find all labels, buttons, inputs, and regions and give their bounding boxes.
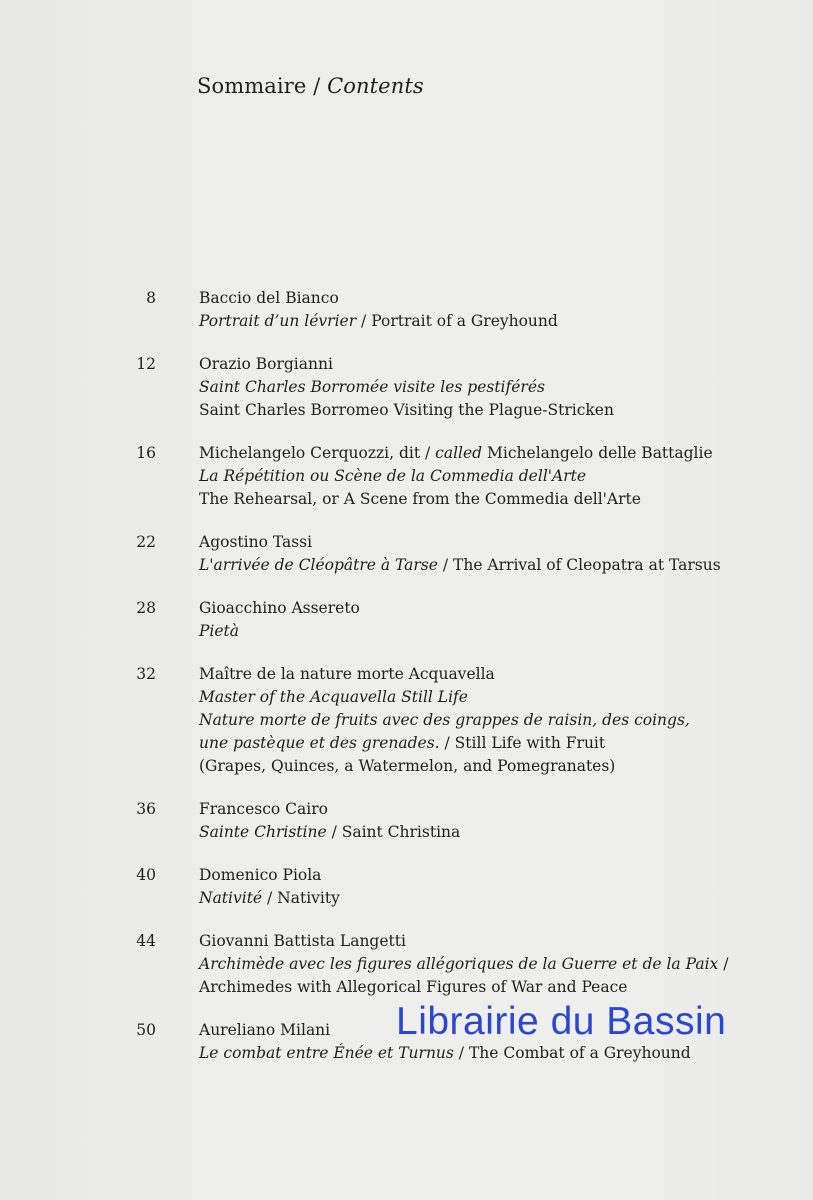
artwork-title-line	[199, 686, 813, 709]
watermark: Librairie du Bassin	[396, 1000, 727, 1043]
artist-name-part: Michelangelo Cerquozzi, dit /	[199, 444, 436, 462]
contents-entry	[0, 442, 813, 511]
title-segment-italic: La Répétition ou Scène de la Commedia dell'Arte	[199, 467, 587, 485]
entry-text	[199, 597, 813, 643]
entry-text	[199, 798, 813, 844]
artist-name: Giovanni Battista Langetti	[199, 932, 406, 950]
artist-name: Maître de la nature morte Acquavella	[199, 665, 495, 683]
title-segment-italic: Nativité	[199, 889, 263, 907]
title-segment-italic: Nature morte de fruits avec des grappes de raisin, des coings,	[199, 711, 690, 729]
title-segment-italic: L'arrivée de Cléopâtre à Tarse	[199, 556, 438, 574]
entry-text	[199, 663, 813, 778]
title-segment-italic: Archimède avec les figures allégoriques de la Guerre et de la Paix	[199, 955, 719, 973]
artist-name: Francesco Cairo	[199, 800, 328, 818]
artwork-title-line	[199, 488, 813, 511]
page-number: 22	[136, 533, 156, 551]
page-title	[197, 74, 424, 98]
entry-text	[199, 353, 813, 422]
artist-name: Baccio del Bianco	[199, 289, 339, 307]
title-segment: Saint Charles Borromeo Visiting the Plague-Stricken	[199, 401, 614, 419]
title-english: Contents	[327, 74, 424, 98]
title-segment-italic: Le combat entre Énée et Turnus	[199, 1044, 454, 1062]
page-number: 16	[136, 444, 156, 462]
artwork-title-line	[199, 732, 813, 755]
entry-text	[199, 442, 813, 511]
contents-entry	[0, 531, 813, 577]
title-segment: (Grapes, Quinces, a Watermelon, and Pomegranates)	[199, 757, 616, 775]
artist-name-part: called	[435, 444, 483, 462]
artwork-title-line	[199, 376, 813, 399]
contents-entry	[0, 353, 813, 422]
contents-entry	[0, 663, 813, 778]
page-number: 44	[136, 932, 156, 950]
contents-entry	[0, 864, 813, 910]
artist-name: Gioacchino Assereto	[199, 599, 360, 617]
title-segment: / The Combat of a Greyhound	[453, 1044, 691, 1062]
title-separator: /	[313, 74, 321, 98]
entry-text	[199, 287, 813, 333]
artist-name: Domenico Piola	[199, 866, 322, 884]
title-segment: / The Arrival of Cleopatra at Tarsus	[437, 556, 721, 574]
page-number: 50	[136, 1021, 156, 1039]
artwork-title-line	[199, 755, 813, 778]
artwork-title-line	[199, 554, 813, 577]
artwork-title-line	[199, 465, 813, 488]
artwork-title-line	[199, 310, 813, 333]
artwork-title-line	[199, 1042, 813, 1065]
artwork-title-line	[199, 620, 813, 643]
artwork-title-line	[199, 976, 813, 999]
entry-text	[199, 531, 813, 577]
title-segment: /	[718, 955, 729, 973]
page-number: 28	[136, 599, 156, 617]
artwork-title-line	[199, 821, 813, 844]
artwork-title-line	[199, 709, 813, 732]
artist-name-part: Michelangelo delle Battaglie	[482, 444, 713, 462]
artist-name	[199, 442, 813, 465]
contents-list	[0, 287, 813, 1085]
title-segment: / Saint Christina	[326, 823, 461, 841]
contents-entry	[0, 798, 813, 844]
contents-entry	[0, 930, 813, 999]
entry-text	[199, 930, 813, 999]
page-number: 12	[136, 355, 156, 373]
entry-text	[199, 864, 813, 910]
title-segment: Archimedes with Allegorical Figures of War and Peace	[199, 978, 628, 996]
title-segment-italic: Sainte Christine	[199, 823, 327, 841]
title-segment-italic: Portrait d’un lévrier	[199, 312, 357, 330]
page-number: 32	[136, 665, 156, 683]
artwork-title-line	[199, 953, 813, 976]
title-segment-italic: une pastèque et des grenades.	[199, 734, 440, 752]
title-segment: The Rehearsal, or A Scene from the Commedia dell'Arte	[199, 490, 641, 508]
artwork-title-line	[199, 399, 813, 422]
artist-name: Aureliano Milani	[199, 1021, 331, 1039]
artist-name: Agostino Tassi	[199, 533, 313, 551]
contents-entry	[0, 597, 813, 643]
contents-entry	[0, 287, 813, 333]
title-segment-italic: Saint Charles Borromée visite les pestiférés	[199, 378, 545, 396]
title-french: Sommaire	[197, 74, 307, 98]
artwork-title-line	[199, 887, 813, 910]
title-segment: / Nativity	[262, 889, 340, 907]
page-number: 8	[146, 289, 156, 307]
title-segment-italic: Pietà	[199, 622, 240, 640]
artist-name: Orazio Borgianni	[199, 355, 333, 373]
title-segment-italic: Master of the Acquavella Still Life	[199, 688, 468, 706]
page-number: 40	[136, 866, 156, 884]
title-segment: / Portrait of a Greyhound	[356, 312, 558, 330]
page-number: 36	[136, 800, 156, 818]
title-segment: / Still Life with Fruit	[439, 734, 606, 752]
